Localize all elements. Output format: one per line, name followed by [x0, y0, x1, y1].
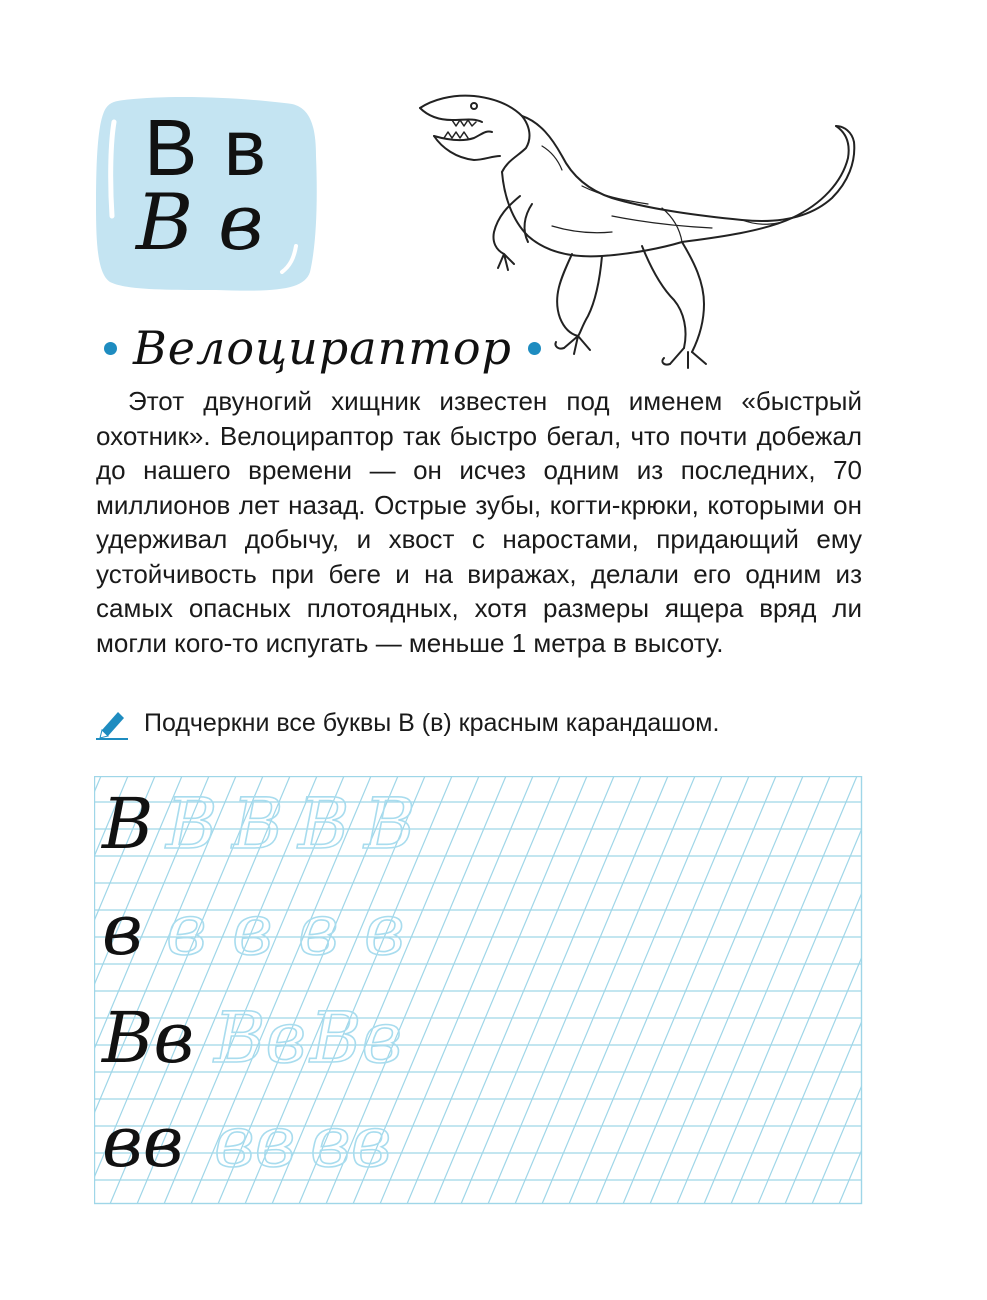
- grid-slant-line: [569, 776, 749, 1204]
- grid-slant-line: [434, 776, 614, 1204]
- trace-letter[interactable]: В: [232, 783, 284, 865]
- grid-slant-line: [515, 776, 695, 1204]
- grid-slant-line: [650, 776, 830, 1204]
- task-text: Подчеркни все буквы В (в) красным карандашом.: [144, 708, 720, 737]
- pencil-icon: [96, 706, 130, 740]
- title-row: [104, 308, 541, 388]
- task-row: [96, 706, 719, 740]
- grid-slant-line: [758, 776, 864, 1204]
- grid-slant-line: [839, 776, 864, 1204]
- trace-letter[interactable]: в: [364, 889, 405, 971]
- grid-slant-line: [812, 776, 864, 1204]
- model-letter: В: [102, 783, 154, 865]
- model-letter: Вв: [102, 997, 195, 1079]
- print-letters: В в: [144, 103, 269, 192]
- grid-slant-line: [542, 776, 722, 1204]
- trace-letter[interactable]: Вв: [214, 997, 307, 1079]
- trace-letter[interactable]: в: [298, 889, 339, 971]
- grid-slant-line: [704, 776, 864, 1204]
- trace-letter[interactable]: В: [166, 783, 218, 865]
- grid-slant-line: [407, 776, 587, 1204]
- grid-slant-line: [677, 776, 857, 1204]
- trace-letter[interactable]: вв: [310, 1101, 392, 1183]
- grid-slant-line: [461, 776, 641, 1204]
- trace-letter[interactable]: В: [298, 783, 350, 865]
- grid-slant-line: [731, 776, 864, 1204]
- trace-letter[interactable]: В: [364, 783, 416, 865]
- page-title: Велоцираптор: [133, 321, 512, 375]
- trace-letter[interactable]: в: [232, 889, 273, 971]
- model-letter: вв: [102, 1101, 184, 1183]
- trace-letter[interactable]: в: [166, 889, 207, 971]
- trace-letter[interactable]: вв: [214, 1101, 296, 1183]
- model-letter: в: [102, 889, 143, 971]
- trace-letter[interactable]: Вв: [310, 997, 403, 1079]
- practice-grid: [94, 776, 864, 1206]
- grid-slant-line: [488, 776, 668, 1204]
- grid-slant-line: [596, 776, 776, 1204]
- bullet-dot-left: [104, 342, 117, 355]
- grid-slant-line: [623, 776, 803, 1204]
- grid-slant-line: [785, 776, 864, 1204]
- letter-card: [96, 96, 318, 292]
- cursive-letters: В в: [136, 178, 264, 268]
- description-paragraph: Этот двуногий хищник известен под именем «быстрый охотник». Велоцираптор так быстро бегал, что почти добежал до нашего времени — он исчез одним из последних, 70 миллионов лет назад. Острые зубы, когти-крюки, которыми он удерживал добычу, и хвост с наростами, придающий ему устойчивость при беге и на виражах, делали его одним из самых опасных плотоядных, хотя размеры ящера вряд ли могли кого-то испугать — меньше 1 метра в высоту.: [96, 386, 862, 658]
- bullet-dot-right: [528, 342, 541, 355]
